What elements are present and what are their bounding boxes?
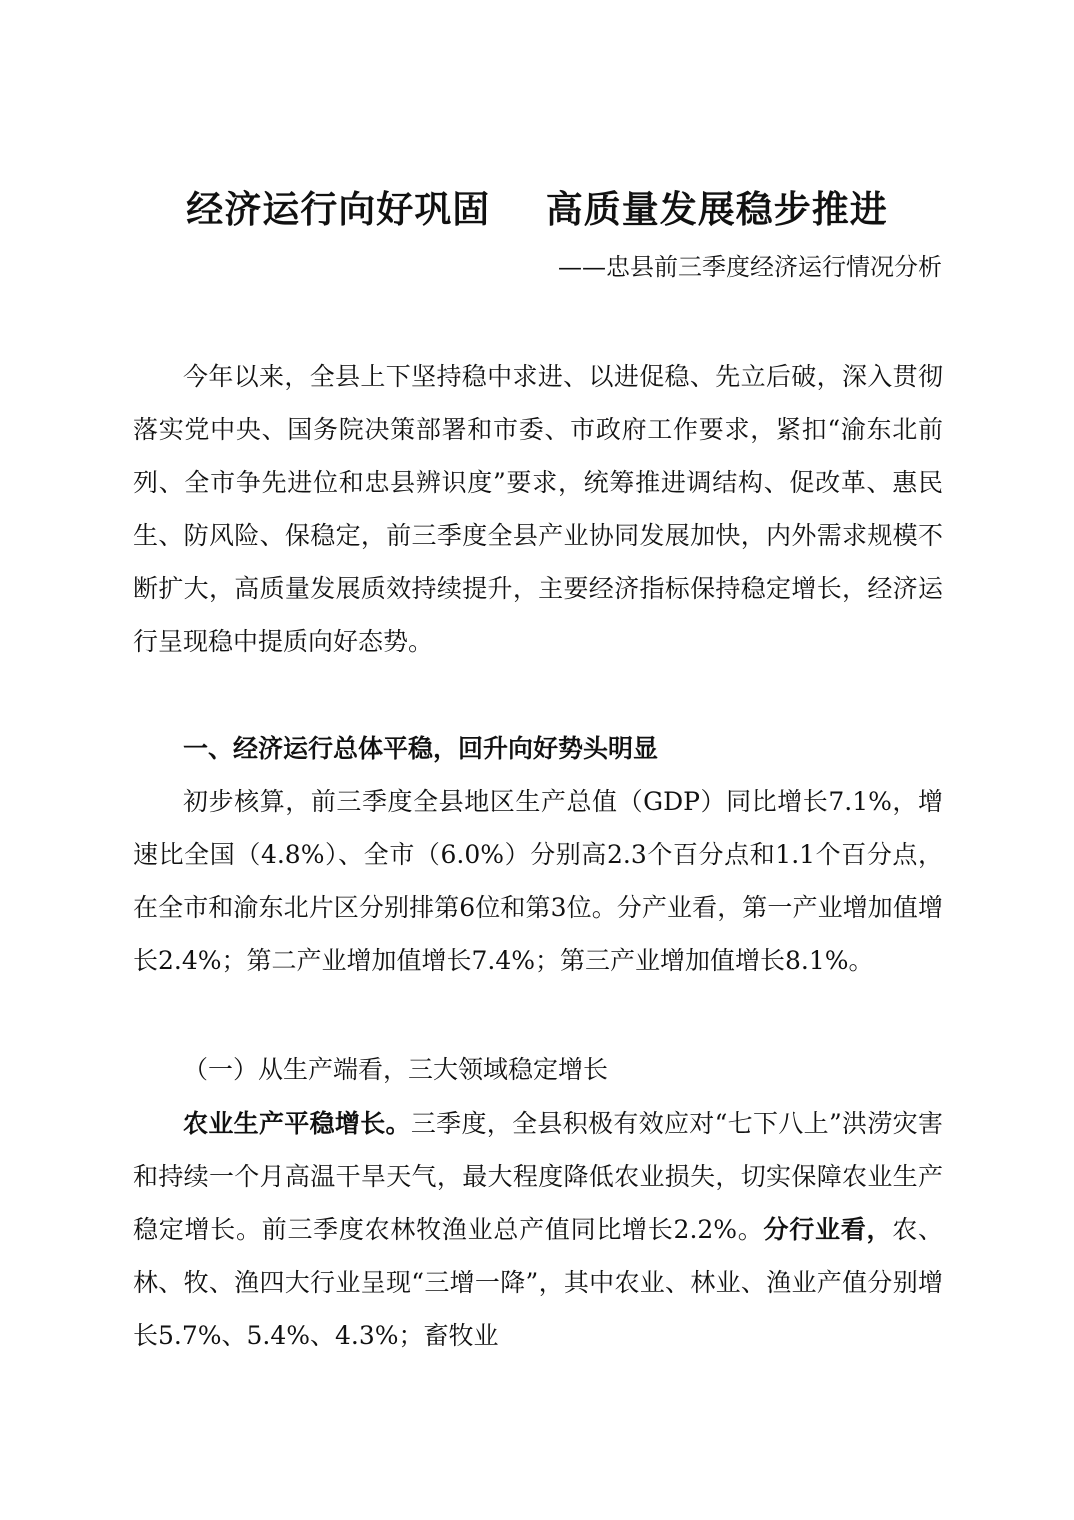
document-subtitle: ——忠县前三季度经济运行情况分析 xyxy=(558,253,942,281)
gdp-paragraph: 初步核算，前三季度全县地区生产总值（GDP）同比增长7.1%，增速比全国（4.8%）、全市（6.0%）分别高2.3个百分点和1.1个百分点，在全市和渝东北片区分别排第6位和第3位。分产业看，第一产业增加值增长2.4%；第二产业增加值增长7.4%；第三产业增加值增长8.1%。 xyxy=(133,787,943,975)
section-heading: 一、经济运行总体平稳，回升向好势头明显 xyxy=(183,734,659,763)
intro-paragraph: 今年以来，全县上下坚持稳中求进、以进促稳、先立后破，深入贯彻落实党中央、国务院决策部署和市委、市政府工作要求，紧扣“渝东北前列、全市争先进位和忠县辨识度”要求，统筹推进调结构、促改革、惠民生、防风险、保稳定，前三季度全县产业协同发展加快，内外需求规模不断扩大，高质量发展质效持续提升，主要经济指标保持稳定增长，经济运行呈现稳中提质向好态势。 xyxy=(133,362,943,656)
by-industry-lead: 分行业看， xyxy=(763,1215,893,1244)
agriculture-paragraph xyxy=(133,1097,943,1362)
agriculture-lead: 农业生产平稳增长。 xyxy=(183,1109,411,1138)
by-industry-text: 农、林、牧、渔四大行业呈现“三增一降”，其中农业、林业、渔业产值分别增长5.7%、5.4%、4.3%；畜牧业 xyxy=(133,1215,943,1350)
document-title: 经济运行向好巩固 高质量发展稳步推进 xyxy=(186,187,888,231)
agriculture-text: 三季度，全县积极有效应对“七下八上”洪涝灾害和持续一个月高温干旱天气，最大程度降低农业损失，切实保障农业生产稳定增长。前三季度农林牧渔业总产值同比增长2.2%。 xyxy=(133,1109,943,1244)
subsection-heading: （一）从生产端看，三大领域稳定增长 xyxy=(183,1055,609,1084)
